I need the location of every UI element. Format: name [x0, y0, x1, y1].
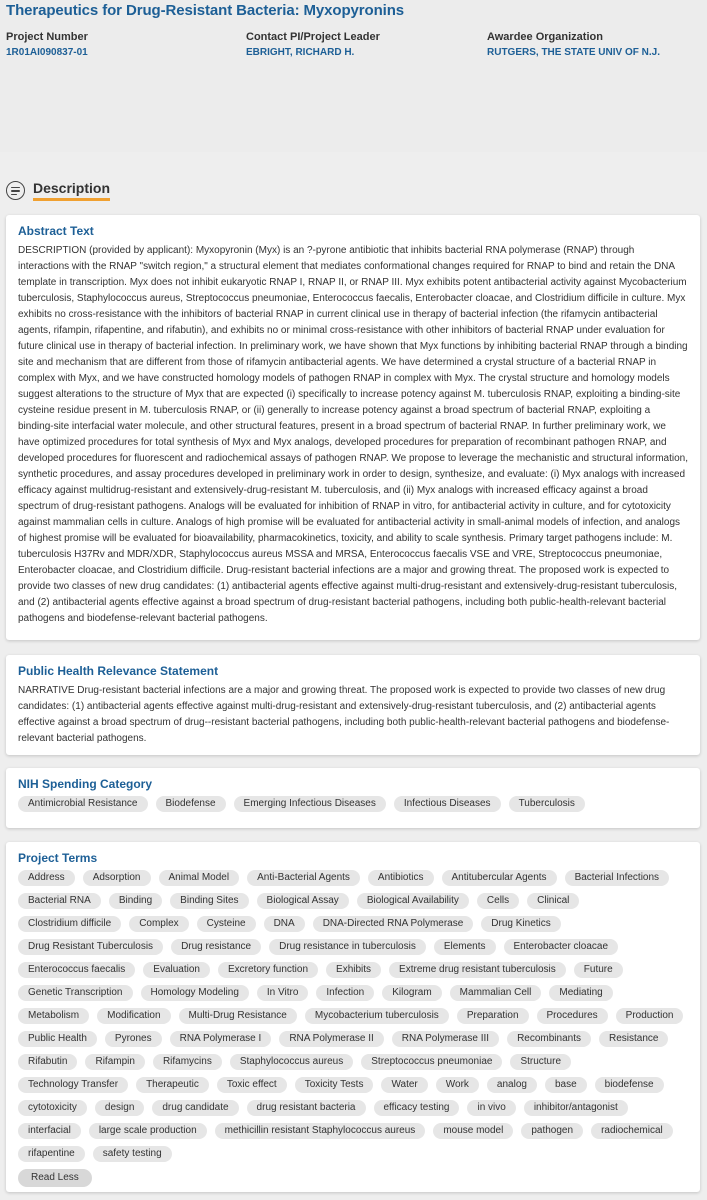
- project-term-chip[interactable]: Rifabutin: [18, 1054, 77, 1070]
- project-term-chip[interactable]: Clinical: [527, 893, 579, 909]
- spending-title: NIH Spending Category: [18, 777, 153, 791]
- project-term-chip[interactable]: Anti-Bacterial Agents: [247, 870, 360, 886]
- project-term-chip[interactable]: Bacterial Infections: [565, 870, 670, 886]
- awardee-org-field: [487, 30, 660, 60]
- abstract-text: DESCRIPTION (provided by applicant): Myxopyronin (Myx) is an ?-pyrone antibiotic that inhibits bacterial RNA polymerase (RNAP) through interactions with the RNAP "switch region," a structural element that mediates conformational changes required for RNAP to bind and retain the DNA template in transcription. Myx does not inhibit eukaryotic RNAP I, RNAP II, or RNAP III. Myx exhibits potent antibacterial activity against Mycobacterium tuberculosis, Staphylococcus aureus, Streptococcus pneumoniae, Enterococcus faecalis, Enterobacter cloacae, and Clostridium difficile in culture. Myx exhibits no cross-resistance with the inhibitors of bacterial RNAP in current clinical use in therapy of bacterial infection (the rifamycin antibacterial agents, rifampin, rifapentine, and rifabutin), and exhibits no or minimal cross-resistance with other inhibitors of bacterial RNAP under evaluation for future clinical use in therapy of bacterial infection. In preliminary work, we have shown that Myx functions by inhibiting bacterial RNAP through a binding site and mechanism that are different from those of rifamycin antibacterial agents. We have determined a crystal structure of a bacterial RNAP in complex with Myx, and we have constructed homology models of pathogen RNAP in complex with Myx. The crystal structure and homology models suggest alterations to the structure of Myx that are expected (i) specifically to increase potency against M. tuberculosis RNAP, exploiting a binding-site cysteine residue present in M. tuberculosis RNAP, or (ii) generally to increase potency against a broad spectrum of bacterial RNAP, exploiting a binding-site interfacial water molecule, and other structural features, present in a broad spectrum of bacterial RNAP. In further preliminary work, we have optimized procedures for total synthesis of Myx and Myx analogs, developed procedures for preparation of recombinant pathogen RNAP, and developed procedures for fluorescent and radiochemical assays of pathogen RNAP. We propose to leverage the mechanistic and structural information, synthetic procedures, and assay procedures developed in preliminary work in order to design, synthesize, and evaluate: (i) Myx analogs with increased efficacy against multidrug-resistant and extensively-drug-resistant M. tuberculosis, and (ii) Myx analogs with increased efficacy against a broad spectrum of drug-resistant pathogens. Analogs will be evaluated for inhibition of RNAP in vitro, for antibacterial activity in culture, and for cytotoxicity against mammalian cells in culture. Analogs of high promise will be evaluated for antibacterial activity in small-animal models of infection, and analogs of highest promise will be evaluated for bioavailability, pharmacokinetics, toxicity, and ability to scale synthesis. Primary target pathogens include: M. tuberculosis H37Rv and MDR/XDR, Staphylococcus aureus MSSA and MRSA, Enterococcus faecalis VSE and VRE, Streptococcus pneumoniae, Enterobacter cloacae, and Clostridium difficile. Drug-resistant bacterial infections are a major and growing threat. The proposed work is expected to provide two classes of new drug candidates: (1) antibacterial agents effective against multi-drug-resistant and extensively-drug-resistant tuberculosis, and (2) antibacterial agents effective against a broad spectrum of drug-resistant bacterial pathogens, including both public-health-relevant bacterial pathogens and biodefense-relevant bacterial pathogens.: [18, 245, 689, 624]
- project-term-chip[interactable]: Drug resistance in tuberculosis: [269, 939, 426, 955]
- project-number-label: Project Number: [6, 31, 88, 43]
- spending-category-chip[interactable]: Emerging Infectious Diseases: [234, 796, 386, 812]
- project-term-chip[interactable]: Mycobacterium tuberculosis: [305, 1008, 449, 1024]
- project-term-chip[interactable]: drug resistant bacteria: [247, 1100, 366, 1116]
- project-term-chip[interactable]: Binding Sites: [170, 893, 248, 909]
- project-term-chip[interactable]: Binding: [109, 893, 162, 909]
- project-term-chip[interactable]: Structure: [510, 1054, 571, 1070]
- project-term-chip[interactable]: cytotoxicity: [18, 1100, 87, 1116]
- project-term-chip[interactable]: Enterococcus faecalis: [18, 962, 135, 978]
- project-term-chip[interactable]: Resistance: [599, 1031, 668, 1047]
- page-title: Therapeutics for Drug-Resistant Bacteria: Myxopyronins: [6, 2, 405, 19]
- project-term-chip[interactable]: Rifamycins: [153, 1054, 222, 1070]
- project-term-chip[interactable]: Antitubercular Agents: [442, 870, 557, 886]
- description-heading: Description: [33, 180, 110, 201]
- project-term-chip[interactable]: Drug resistance: [171, 939, 261, 955]
- relevance-title: Public Health Relevance Statement: [18, 664, 219, 678]
- spending-category-chip[interactable]: Infectious Diseases: [394, 796, 501, 812]
- project-term-chip[interactable]: Streptococcus pneumoniae: [361, 1054, 502, 1070]
- project-term-chip[interactable]: rifapentine: [18, 1146, 85, 1162]
- project-term-chip[interactable]: Genetic Transcription: [18, 985, 133, 1001]
- relevance-text: NARRATIVE Drug-resistant bacterial infections are a major and growing threat. The proposed work is expected to provide two classes of new drug candidates: (1) antibacterial agents effective against multi-drug-resistant and extensively-drug-resistant tuberculosis, and (2) antibacterial agents effective against a broad spectrum of drug--resistant bacterial pathogens, including both public-health-relevant bacterial pathogens and biodefense-relevant bacterial pathogens.: [18, 685, 670, 744]
- project-number-field: [6, 30, 88, 60]
- read-less-button[interactable]: Read Less: [18, 1169, 92, 1187]
- project-term-chip[interactable]: Toxic effect: [217, 1077, 287, 1093]
- contact-pi-field: [246, 30, 380, 60]
- project-term-chip[interactable]: RNA Polymerase I: [170, 1031, 272, 1047]
- project-term-chip[interactable]: inhibitor/antagonist: [524, 1100, 628, 1116]
- project-terms-title: Project Terms: [18, 851, 98, 865]
- project-term-chip[interactable]: Water: [381, 1077, 427, 1093]
- project-term-chip[interactable]: Mediating: [549, 985, 612, 1001]
- project-term-chip[interactable]: Mammalian Cell: [450, 985, 542, 1001]
- project-term-chip[interactable]: Cysteine: [197, 916, 256, 932]
- project-term-chip[interactable]: Preparation: [457, 1008, 529, 1024]
- project-term-chip[interactable]: Drug Resistant Tuberculosis: [18, 939, 163, 955]
- spending-card: [6, 768, 700, 828]
- project-term-chip[interactable]: biodefense: [595, 1077, 664, 1093]
- project-term-chip[interactable]: analog: [487, 1077, 537, 1093]
- description-section-header: [6, 178, 110, 202]
- project-term-chip[interactable]: Clostridium difficile: [18, 916, 121, 932]
- project-term-chip[interactable]: efficacy testing: [374, 1100, 460, 1116]
- list-bubble-icon: [6, 181, 25, 200]
- project-term-chip[interactable]: Rifampin: [85, 1054, 144, 1070]
- project-term-chip[interactable]: Biological Availability: [357, 893, 469, 909]
- spending-category-chip[interactable]: Biodefense: [156, 796, 226, 812]
- project-term-chip[interactable]: drug candidate: [152, 1100, 238, 1116]
- project-terms-card: [6, 842, 700, 1192]
- project-term-chip[interactable]: Technology Transfer: [18, 1077, 128, 1093]
- project-term-chip[interactable]: Adsorption: [83, 870, 151, 886]
- spending-category-chip[interactable]: Tuberculosis: [509, 796, 585, 812]
- project-term-chip[interactable]: RNA Polymerase II: [279, 1031, 383, 1047]
- abstract-card: [6, 215, 700, 640]
- project-term-chip[interactable]: Production: [616, 1008, 684, 1024]
- project-term-chip[interactable]: Work: [436, 1077, 479, 1093]
- project-term-chip[interactable]: Future: [574, 962, 623, 978]
- project-term-chip[interactable]: Cells: [477, 893, 519, 909]
- project-term-chip[interactable]: pathogen: [521, 1123, 583, 1139]
- project-term-chip[interactable]: radiochemical: [591, 1123, 673, 1139]
- project-term-chip[interactable]: Exhibits: [326, 962, 381, 978]
- contact-pi-value[interactable]: EBRIGHT, RICHARD H.: [246, 47, 355, 58]
- project-term-chip[interactable]: Multi-Drug Resistance: [179, 1008, 297, 1024]
- project-term-chip[interactable]: Enterobacter cloacae: [504, 939, 619, 955]
- project-term-chip[interactable]: Excretory function: [218, 962, 318, 978]
- contact-pi-label: Contact PI/Project Leader: [246, 31, 380, 43]
- project-term-chip[interactable]: design: [95, 1100, 144, 1116]
- project-term-chip[interactable]: Kilogram: [382, 985, 441, 1001]
- project-terms-chip-list: [18, 870, 688, 1162]
- project-term-chip[interactable]: Therapeutic: [136, 1077, 209, 1093]
- spending-chip-list: [18, 796, 688, 812]
- project-term-chip[interactable]: Modification: [97, 1008, 170, 1024]
- project-term-chip[interactable]: Bacterial RNA: [18, 893, 101, 909]
- project-term-chip[interactable]: Homology Modeling: [141, 985, 249, 1001]
- project-term-chip[interactable]: Staphylococcus aureus: [230, 1054, 353, 1070]
- project-term-chip[interactable]: Evaluation: [143, 962, 210, 978]
- awardee-org-label: Awardee Organization: [487, 31, 603, 43]
- project-term-chip[interactable]: DNA-Directed RNA Polymerase: [313, 916, 474, 932]
- project-term-chip[interactable]: Metabolism: [18, 1008, 89, 1024]
- project-term-chip[interactable]: Animal Model: [159, 870, 240, 886]
- project-term-chip[interactable]: Procedures: [537, 1008, 608, 1024]
- project-term-chip[interactable]: Address: [18, 870, 75, 886]
- project-term-chip[interactable]: RNA Polymerase III: [392, 1031, 499, 1047]
- project-term-chip[interactable]: Recombinants: [507, 1031, 591, 1047]
- spending-category-chip[interactable]: Antimicrobial Resistance: [18, 796, 148, 812]
- project-term-chip[interactable]: large scale production: [89, 1123, 207, 1139]
- project-term-chip[interactable]: Antibiotics: [368, 870, 434, 886]
- abstract-title: Abstract Text: [18, 224, 94, 238]
- project-term-chip[interactable]: DNA: [264, 916, 305, 932]
- project-term-chip[interactable]: safety testing: [93, 1146, 172, 1162]
- project-term-chip[interactable]: In Vitro: [257, 985, 309, 1001]
- project-number-value: 1R01AI090837-01: [6, 47, 88, 58]
- project-term-chip[interactable]: Complex: [129, 916, 188, 932]
- project-term-chip[interactable]: Extreme drug resistant tuberculosis: [389, 962, 566, 978]
- project-term-chip[interactable]: Public Health: [18, 1031, 97, 1047]
- project-header: [0, 0, 707, 152]
- project-term-chip[interactable]: Elements: [434, 939, 496, 955]
- project-term-chip[interactable]: Infection: [316, 985, 374, 1001]
- relevance-card: [6, 655, 700, 755]
- project-term-chip[interactable]: in vivo: [467, 1100, 515, 1116]
- project-term-chip[interactable]: Biological Assay: [257, 893, 349, 909]
- project-term-chip[interactable]: Pyrones: [105, 1031, 162, 1047]
- project-term-chip[interactable]: Toxicity Tests: [295, 1077, 374, 1093]
- awardee-org-value[interactable]: RUTGERS, THE STATE UNIV OF N.J.: [487, 47, 660, 58]
- project-term-chip[interactable]: interfacial: [18, 1123, 81, 1139]
- project-term-chip[interactable]: Drug Kinetics: [481, 916, 560, 932]
- project-term-chip[interactable]: mouse model: [433, 1123, 513, 1139]
- project-term-chip[interactable]: methicillin resistant Staphylococcus aureus: [215, 1123, 426, 1139]
- project-term-chip[interactable]: base: [545, 1077, 587, 1093]
